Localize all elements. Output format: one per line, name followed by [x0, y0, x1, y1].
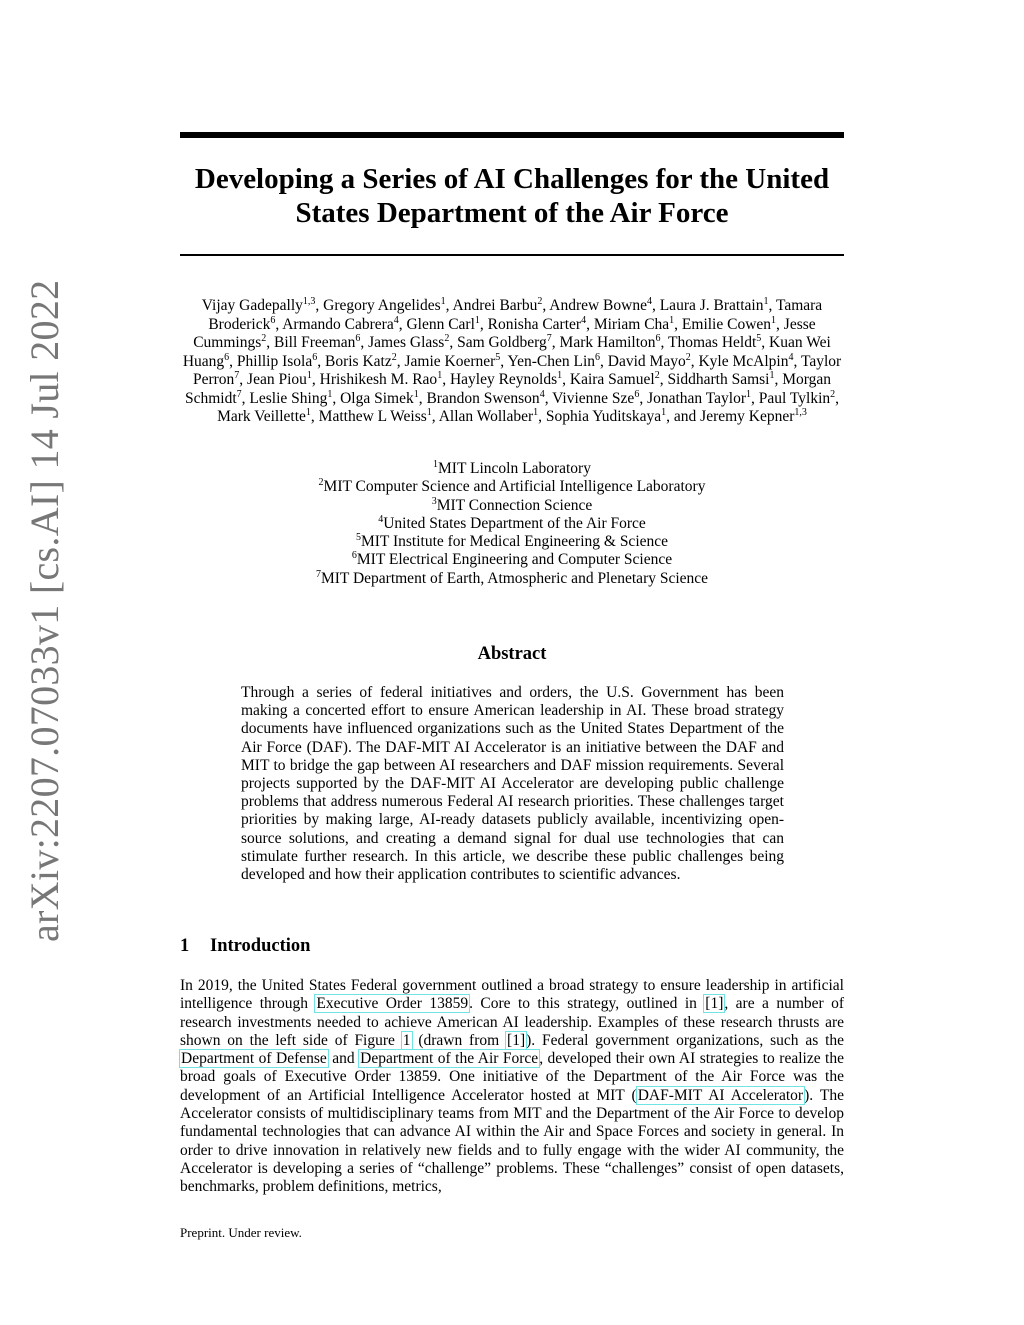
- section-title: Introduction: [210, 936, 311, 956]
- author-affiliation-marker: 1: [771, 314, 777, 326]
- author-name: Jesse Cummings: [193, 315, 816, 351]
- title-line-1: Developing a Series of AI Challenges for the United: [194, 163, 830, 195]
- author-name: Tamara Broderick: [208, 297, 823, 333]
- affiliation-number: 4: [378, 513, 384, 525]
- author-affiliation-marker: 2: [261, 333, 267, 344]
- author-name: Ronisha Carter: [487, 315, 582, 333]
- affiliation-text: MIT Lincoln Laboratory: [438, 460, 591, 477]
- author: [404, 353, 500, 370]
- author-name: Kaira Samuel: [569, 371, 655, 388]
- author-name: Morgan Schmidt: [184, 371, 832, 407]
- author-affiliation-marker: 5: [495, 351, 501, 363]
- author-name: Kuan Wei Huang: [182, 334, 831, 370]
- author-affiliation-marker: 1: [669, 314, 675, 326]
- author-name: Gregory Angelides: [323, 297, 441, 314]
- author-affiliation-marker: 6: [312, 351, 318, 363]
- affiliation-text: MIT Department of Earth, Atmospheric and Plenetary Science: [320, 569, 709, 587]
- author-name: Leslie Shing: [249, 389, 328, 407]
- author: [237, 353, 317, 370]
- author-name: Jeremy Kepner: [700, 408, 795, 425]
- author-affiliation-marker: 7: [546, 333, 552, 344]
- author: [560, 334, 661, 351]
- affiliation: [180, 497, 844, 515]
- author: [320, 371, 443, 388]
- section-number: 1: [180, 936, 190, 956]
- affiliation-number: 1: [433, 459, 439, 470]
- author-name: James Glass: [368, 334, 445, 351]
- author-list: Vijay Gadepally$^{1,3}$, Gregory Angelides$^1$, Andrei Barbu$^2$, Andrew Bowne$^4$, Laura J. Brattain$^1$, Tamara Broderick$^6$, Armando Cabrera$^4$, Glenn Carl$^1$, Ronisha Carter$^4$, Miriam Cha$^1$, Emilie Cowen$^1$, Jesse Cummings$^2$, Bill Freeman$^6$, James Glass$^2$, Sam Goldberg$^7$, Mark Hamilton$^6$, Thomas Heldt$^5$, Kuan Wei Huang$^6$, Phillip Isola$^6$, Boris Katz$^2$, Jamie Koerner$^5$, Yen-Chen Lin$^6$, David Mayo$^2$, Kyle McAlpin$^4$, Taylor Perron$^7$, Jean Piou$^1$, Hrishikesh M. Rao$^1$, Hayley Reynolds$^1$, Kaira Samuel$^2$, Siddharth Samsi$^1$, Morgan Schmidt$^7$, Leslie Shing$^1$, Olga Simek$^1$, Brandon Swenson$^4$, Vivienne Sze$^6$, Jonathan Taylor$^1$, Paul Tylkin$^2$, Mark Veillette$^1$, Matthew L Weiss$^1$, Allan Wollaber$^1$, Sophia Yuditskaya$^1$, and Jeremy Kepner$^{1,3}$: [182, 296, 842, 425]
- figure-reference-link[interactable]: 1: [402, 1031, 411, 1049]
- author-name: Hayley Reynolds: [449, 371, 558, 388]
- affiliation-number: 6: [351, 550, 357, 562]
- author-name: David Mayo: [607, 352, 686, 370]
- author-affiliation-marker: 2: [830, 388, 836, 400]
- author-affiliation-marker: 7: [234, 370, 240, 381]
- author: [439, 408, 538, 425]
- author: [549, 297, 652, 314]
- author-affiliation-marker: 2: [654, 370, 660, 381]
- author: [450, 371, 562, 388]
- author-name: Taylor Perron: [192, 352, 842, 388]
- author-name: Jonathan Taylor: [647, 389, 746, 407]
- author-name: Glenn Carl: [406, 315, 475, 333]
- author-affiliation-marker: 1: [533, 407, 539, 418]
- author-name: Kyle McAlpin: [698, 352, 789, 370]
- author: [323, 297, 446, 314]
- author: [608, 353, 691, 370]
- intro-text: (drawn from: [411, 1031, 507, 1049]
- citation-link[interactable]: [1]: [705, 995, 724, 1013]
- affiliation: [180, 515, 844, 533]
- author-affiliation-marker: 6: [655, 333, 661, 344]
- author-affiliation-marker: 1: [474, 314, 480, 326]
- abstract-body: Through a series of federal initiatives and orders, the U.S. Government has been making a concerted effort to ensure American leadership in AI. These broad strategy documents have influenced organizations such as the United States Department of the Air Force (DAF). The DAF-MIT AI Accelerator is an initiative between the DAF and MIT to bridge the gap between AI researchers and DAF mission requirements. Several projects supported by the DAF-MIT AI Accelerator are developing public challenge problems that address numerous Federal AI research priorities. These challenges target priorities by making large, AI-ready datasets publicly available, incentivizing open-source solutions, and creating a demand signal for dual use technologies that can stimulate further research. In this article, we describe these public challenges being developed and how their application contributes to scientific advances.: [241, 684, 784, 884]
- author-name: Mark Hamilton: [559, 334, 656, 351]
- affiliation: [180, 460, 844, 478]
- author-affiliation-marker: 1: [557, 370, 563, 381]
- author: [546, 408, 666, 425]
- author-affiliation-marker: 1: [763, 296, 769, 307]
- author-name: Thomas Heldt: [668, 334, 757, 351]
- author-affiliation-marker: 6: [595, 351, 601, 363]
- affiliation-text: MIT Connection Science: [436, 496, 593, 514]
- author-affiliation-marker: 1: [426, 407, 432, 418]
- author: [698, 353, 793, 370]
- author-name: Andrei Barbu: [452, 297, 538, 314]
- intro-text: ). Federal government organizations, such as the: [526, 1031, 845, 1049]
- author-name: Vijay Gadepally: [201, 297, 303, 314]
- affiliation: [180, 570, 844, 588]
- author-affiliation-marker: 4: [393, 314, 399, 326]
- section-heading-introduction: [180, 936, 310, 957]
- author-name: Boris Katz: [325, 352, 392, 370]
- affiliation-number: 2: [318, 477, 324, 489]
- affiliation: [180, 551, 844, 569]
- author: [457, 334, 552, 351]
- author-affiliation-marker: 7: [236, 388, 242, 400]
- author: [682, 316, 776, 333]
- author: [368, 334, 449, 351]
- author-name: Bill Freeman: [274, 334, 356, 351]
- author: [759, 390, 835, 407]
- author-name: Olga Simek: [340, 389, 414, 407]
- affiliation-number: 5: [355, 532, 361, 544]
- author-affiliation-marker: 6: [270, 314, 276, 326]
- author: [594, 316, 674, 333]
- author-name: Yen-Chen Lin: [507, 352, 596, 370]
- author-affiliation-marker: 1: [327, 388, 333, 400]
- author-affiliation-marker: 2: [444, 333, 450, 344]
- author-affiliation-marker: 1: [746, 388, 751, 400]
- author-name: Allan Wollaber: [438, 408, 534, 425]
- author-affiliation-marker: 1,3: [302, 296, 316, 307]
- author: [340, 390, 419, 407]
- title-line-2: States Department of the Air Force: [295, 197, 729, 229]
- author-name: Vivienne Sze: [552, 389, 635, 407]
- author-affiliation-marker: 1: [413, 388, 419, 400]
- paper-title: [180, 162, 844, 230]
- author-affiliation-marker: 4: [646, 296, 652, 307]
- author: [507, 353, 600, 370]
- affiliation: [180, 533, 844, 551]
- author-name: Sam Goldberg: [457, 334, 547, 351]
- author-affiliation-marker: 1: [306, 370, 312, 381]
- author: [249, 390, 332, 407]
- author: [453, 297, 543, 314]
- author: [700, 408, 807, 425]
- author: [660, 297, 769, 314]
- arxiv-identifier-stamp: arXiv:2207.07033v1 [cs.AI] 14 Jul 2022: [22, 279, 67, 942]
- affiliation-text: United States Department of the Air Force: [383, 514, 646, 532]
- department-of-defense-link[interactable]: Department of Defense: [181, 1050, 327, 1068]
- affiliation-text: MIT Institute for Medical Engineering & Science: [360, 533, 669, 551]
- author-name: Jean Piou: [247, 371, 307, 388]
- author: [667, 371, 774, 388]
- author: [570, 371, 660, 388]
- author: [406, 316, 479, 333]
- department-of-air-force-link[interactable]: Department of the Air Force: [360, 1050, 539, 1068]
- author-affiliation-marker: 2: [391, 351, 397, 363]
- title-bottom-rule: [180, 254, 844, 256]
- author-affiliation-marker: 1,3: [794, 407, 807, 418]
- citation-link[interactable]: [1]: [507, 1031, 526, 1049]
- footer-note: Preprint. Under review.: [180, 1225, 302, 1240]
- author-name: Matthew L Weiss: [318, 408, 427, 425]
- author-affiliation-marker: 1: [661, 407, 667, 418]
- intro-text: , are a number of research investments needed to achieve American AI leadership. Examples of these research thrusts are shown on the left side of Figure: [180, 995, 844, 1049]
- author-affiliation-marker: 1: [437, 370, 443, 381]
- abstract-heading: Abstract: [477, 644, 547, 664]
- affiliation-number: 7: [315, 568, 321, 580]
- author-affiliation-marker: 1: [769, 370, 775, 381]
- author-affiliation-marker: 4: [581, 314, 587, 326]
- intro-text: . Core to this strategy, outlined in: [469, 995, 705, 1013]
- author-name: Brandon Swenson: [426, 389, 540, 407]
- author: [488, 316, 586, 333]
- author-affiliation-marker: 1: [305, 407, 311, 418]
- author-affiliation-marker: 2: [685, 351, 691, 363]
- author-name: Emilie Cowen: [681, 315, 772, 333]
- author-name: Sophia Yuditskaya: [545, 408, 662, 425]
- title-top-rule: [180, 132, 844, 138]
- affiliation-text: MIT Electrical Engineering and Computer Science: [356, 551, 673, 569]
- author-name: Phillip Isola: [236, 352, 313, 370]
- author-name: Armando Cabrera: [282, 315, 394, 333]
- author-affiliation-marker: 6: [355, 333, 361, 344]
- intro-text: and: [327, 1050, 360, 1068]
- author-name: Miriam Cha: [593, 315, 670, 333]
- author: [217, 408, 311, 425]
- author-affiliation-marker: 4: [788, 351, 794, 363]
- affiliation: [180, 478, 844, 496]
- author-name: Laura J. Brattain: [659, 297, 764, 314]
- ai-accelerator-link[interactable]: DAF-MIT AI Accelerator: [637, 1086, 804, 1104]
- author-affiliation-marker: 6: [634, 388, 640, 400]
- author-affiliation-marker: 6: [224, 351, 230, 363]
- author-affiliation-marker: 5: [756, 333, 762, 344]
- author-name: Hrishikesh M. Rao: [319, 371, 438, 388]
- author-affiliation-marker: 2: [537, 296, 543, 307]
- author-affiliation-marker: 4: [539, 388, 545, 400]
- author-name: Andrew Bowne: [549, 297, 647, 314]
- author: [282, 316, 398, 333]
- affiliation-text: MIT Computer Science and Artificial Intelligence Laboratory: [323, 478, 706, 496]
- affiliation-number: 3: [431, 495, 437, 507]
- executive-order-link[interactable]: Executive Order 13859: [316, 995, 469, 1013]
- intro-text: In 2019, the United States Federal government outlined a broad strategy to ensure leadership in artificial intelligence through: [180, 977, 844, 1013]
- introduction-paragraph: [180, 977, 844, 1197]
- author: [668, 334, 761, 351]
- intro-text: , developed their own AI strategies to realize the broad goals of Executive Order 13859. One initiative of the Department of the Air Force was the development of an Artificial Intelligence Accelerator hosted at MIT (: [180, 1050, 844, 1104]
- author: [319, 408, 432, 425]
- author: [426, 390, 544, 407]
- author-name: Mark Veillette: [217, 408, 306, 425]
- author: [325, 353, 397, 370]
- author-name: Siddharth Samsi: [667, 371, 770, 388]
- author: [202, 297, 316, 314]
- author: [552, 390, 639, 407]
- intro-text: ). The Accelerator consists of multidisciplinary teams from MIT and the Department of the Air Force to develop fundamental technologies that can advance AI within the Air and Space Forces and society in general. In order to drive innovation in relatively new fields and to fully engage with the wider AI community, the Accelerator is developing a series of “challenge” problems. These “challenges” consist of open datasets, benchmarks, problem definitions, metrics,: [180, 1086, 845, 1196]
- author: [274, 334, 360, 351]
- author-name: Jamie Koerner: [404, 352, 496, 370]
- author-affiliation-marker: 1: [440, 296, 446, 307]
- affiliation-list: [180, 460, 844, 588]
- author-name: Paul Tylkin: [758, 389, 831, 407]
- author: [647, 390, 751, 407]
- author: [247, 371, 312, 388]
